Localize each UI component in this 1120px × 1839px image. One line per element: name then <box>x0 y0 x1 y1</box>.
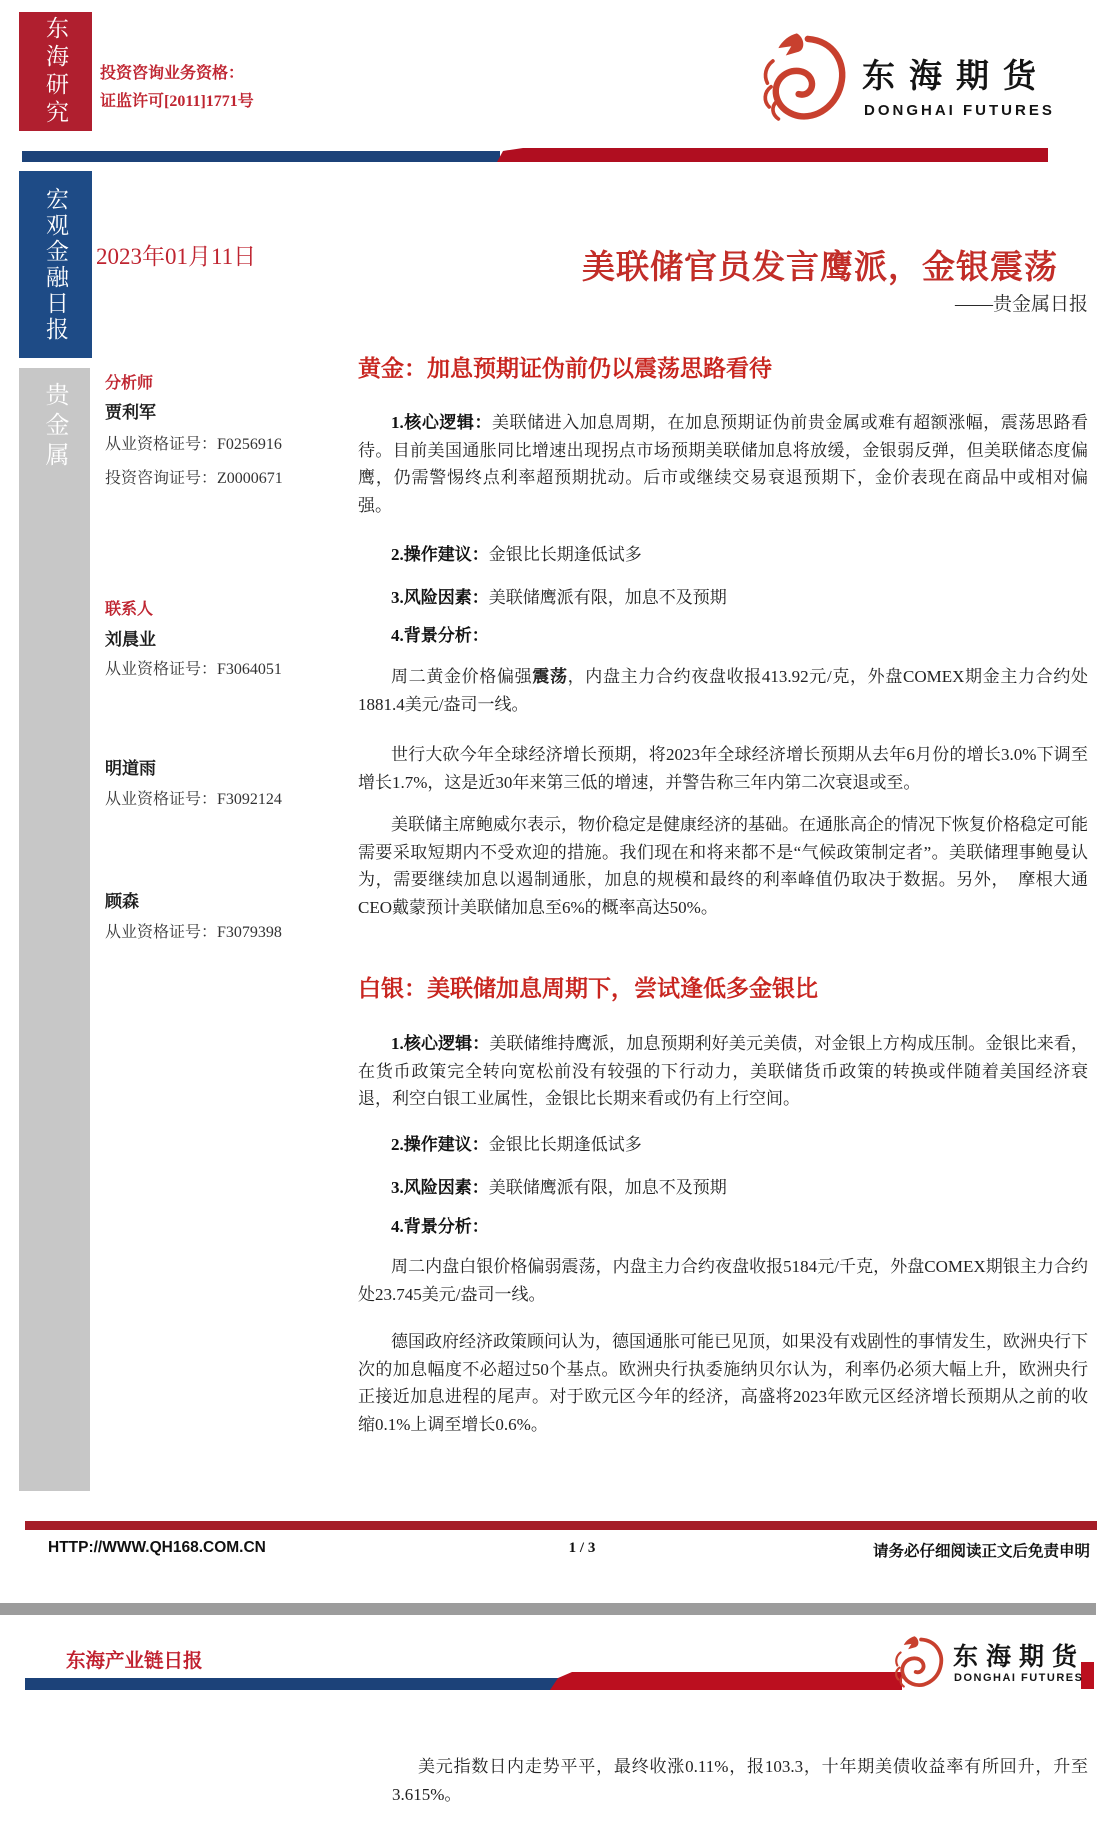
logo-text-cn: 东海期货 <box>862 57 1050 94</box>
page2-logo-text-en: DONGHAI FUTURES <box>954 1672 1084 1684</box>
page2-logo-text-cn: 东海期货 <box>953 1643 1086 1671</box>
logo-text-en: DONGHAI FUTURES <box>864 102 1055 119</box>
gold-advice-text: 金银比长期逢低试多 <box>488 545 642 564</box>
sidebar-category <box>19 368 90 1491</box>
gold-core-label: 1.核心逻辑： <box>391 413 493 432</box>
analyst-cert-2: 投资咨询证号：Z0000671 <box>105 470 283 487</box>
analyst-name: 贾利军 <box>105 403 156 422</box>
footer-disclaimer: 请务必仔细阅读正文后免责申明 <box>872 1543 1090 1560</box>
silver-background-para-1: 周二内盘白银价格偏弱震荡，内盘主力合约夜盘收报5184元/千克，外盘COMEX期银主力合约处23.745美元/盎司一线。 <box>358 1257 1088 1304</box>
footer-rule <box>25 1521 1097 1530</box>
gold-background-para-3: 美联储主席鲍威尔表示，物价稳定是健康经济的基础。在通胀高企的情况下恢复价格稳定可能需要采取短期内不受欢迎的措施。我们现在和将来都不是“气候政策制定者”。美联储理事鲍曼认为，需要继续加息以遏制通胀，加息的规模和最终的利率峰值仍取决于数据。另外， 摩根大通CEO戴蒙预计美联储加息至6%的概率高达50%。 <box>358 815 1088 917</box>
contact-label: 联系人 <box>105 601 154 618</box>
silver-risk-text: 美联储鹰派有限，加息不及预期 <box>488 1178 727 1197</box>
footer-url: HTTP://WWW.QH168.COM.CN <box>48 1539 266 1556</box>
contact-2-name: 明道雨 <box>105 759 156 778</box>
credential-line2: 证监许可[2011]1771号 <box>100 93 254 110</box>
gold-bg1-bold: 震荡 <box>532 667 568 686</box>
gold-risk-text: 美联储鹰派有限，加息不及预期 <box>488 588 727 607</box>
dragon-logo-icon-small <box>893 1632 947 1693</box>
footer-page-number: 1 / 3 <box>568 1540 596 1556</box>
contact-3-cert: 从业资格证号：F3079398 <box>105 924 282 941</box>
report-subtitle: ——贵金属日报 <box>954 294 1088 315</box>
gold-advice-line <box>391 541 1120 569</box>
report-date: 2023年01月11日 <box>96 244 257 269</box>
silver-advice-text: 金银比长期逢低试多 <box>488 1135 642 1154</box>
gold-background-label: 4.背景分析： <box>391 626 489 645</box>
silver-risk-line <box>391 1174 1120 1202</box>
page2-divider-red <box>550 1672 902 1690</box>
header-divider-red <box>497 148 1048 162</box>
gold-bg1-post: ，内盘主力合约夜盘收报413.92元/克，外盘COMEX期金主力合约处1881.4美元/盎司一线。 <box>358 667 1089 714</box>
gold-risk-label: 3.风险因素： <box>391 588 489 607</box>
page2-paragraph: 美元指数日内走势平平，最终收涨0.11%，报103.3，十年期美债收益率有所回升，升至3.615%。 <box>392 1757 1088 1804</box>
silver-background-para-2: 德国政府经济政策顾问认为，德国通胀可能已见顶，如果没有戏剧性的事情发生，欧洲央行下次的加息幅度不必超过50个基点。欧洲央行执委施纳贝尔认为，利率仍必须大幅上升，欧洲央行正接近加息进程的尾声。对于欧元区今年的经济，高盛将2023年欧元区经济增长预期从之前的收缩0.1%上调至增长0.6%。 <box>358 1332 1088 1434</box>
gold-risk-line <box>391 584 1120 612</box>
silver-core-label: 1.核心逻辑： <box>391 1034 490 1053</box>
gold-background-para-1 <box>358 663 1088 718</box>
page2-divider-blue <box>25 1678 558 1690</box>
gold-advice-label: 2.操作建议： <box>391 545 489 564</box>
brand-box-label: 东海研究 <box>43 15 68 128</box>
report-title: 美联储官员发言鹰派，金银震荡 <box>582 250 1058 286</box>
dragon-logo-icon <box>760 26 852 130</box>
brand-box-research <box>19 12 92 131</box>
page-separator-bar <box>0 1603 1096 1615</box>
credential-block <box>100 60 254 116</box>
gold-core-text: 美联储进入加息周期，在加息预期证伪前贵金属或难有超额涨幅，震荡思路看待。目前美国通胀同比增速出现拐点市场预期美联储加息将放缓，金银弱反弹，但美联储态度偏鹰，仍需警惕终点利率超预期扰动。后市或继续交易衰退预期下，金价表现在商品中或相对偏强。 <box>358 413 1089 515</box>
silver-background-label: 4.背景分析： <box>391 1217 489 1236</box>
silver-advice-label: 2.操作建议： <box>391 1135 489 1154</box>
header-divider-blue <box>22 151 500 162</box>
page2-title: 东海产业链日报 <box>66 1651 203 1672</box>
credential-line1: 投资咨询业务资格： <box>100 65 245 82</box>
gold-bg1-pre: 周二黄金价格偏强 <box>391 667 533 686</box>
contact-1-cert: 从业资格证号：F3064051 <box>105 661 282 678</box>
contact-2-cert: 从业资格证号：F3092124 <box>105 791 282 808</box>
gold-section-heading: 黄金：加息预期证伪前仍以震荡思路看待 <box>358 356 772 381</box>
sidebar-report-series-label: 宏观金融日报 <box>43 186 68 343</box>
silver-section-heading: 白银：美联储加息周期下，尝试逢低多金银比 <box>358 976 818 1001</box>
gold-background-para-2: 世行大砍今年全球经济增长预期，将2023年全球经济增长预期从去年6月份的增长3.0%下调至增长1.7%，这是近30年来第三低的增速，并警告称三年内第二次衰退或至。 <box>358 745 1088 792</box>
silver-core-paragraph <box>358 1030 1088 1113</box>
silver-risk-label: 3.风险因素： <box>391 1178 489 1197</box>
analyst-label: 分析师 <box>105 375 154 392</box>
sidebar-category-label: 贵金属 <box>41 382 67 472</box>
analyst-cert-1: 从业资格证号：F0256916 <box>105 436 282 453</box>
sidebar-report-series <box>19 171 92 358</box>
contact-3-name: 顾森 <box>105 892 139 911</box>
silver-core-text: 美联储维持鹰派，加息预期利好美元美债，对金银上方构成压制。金银比来看，在货币政策完全转向宽松前没有较强的下行动力，美联储货币政策的转换或伴随着美国经济衰退，利空白银工业属性，金银比长期来看或仍有上行空间。 <box>358 1034 1089 1108</box>
gold-core-paragraph <box>358 409 1088 519</box>
contact-1-name: 刘晨业 <box>105 630 156 649</box>
silver-advice-line <box>391 1131 1120 1159</box>
